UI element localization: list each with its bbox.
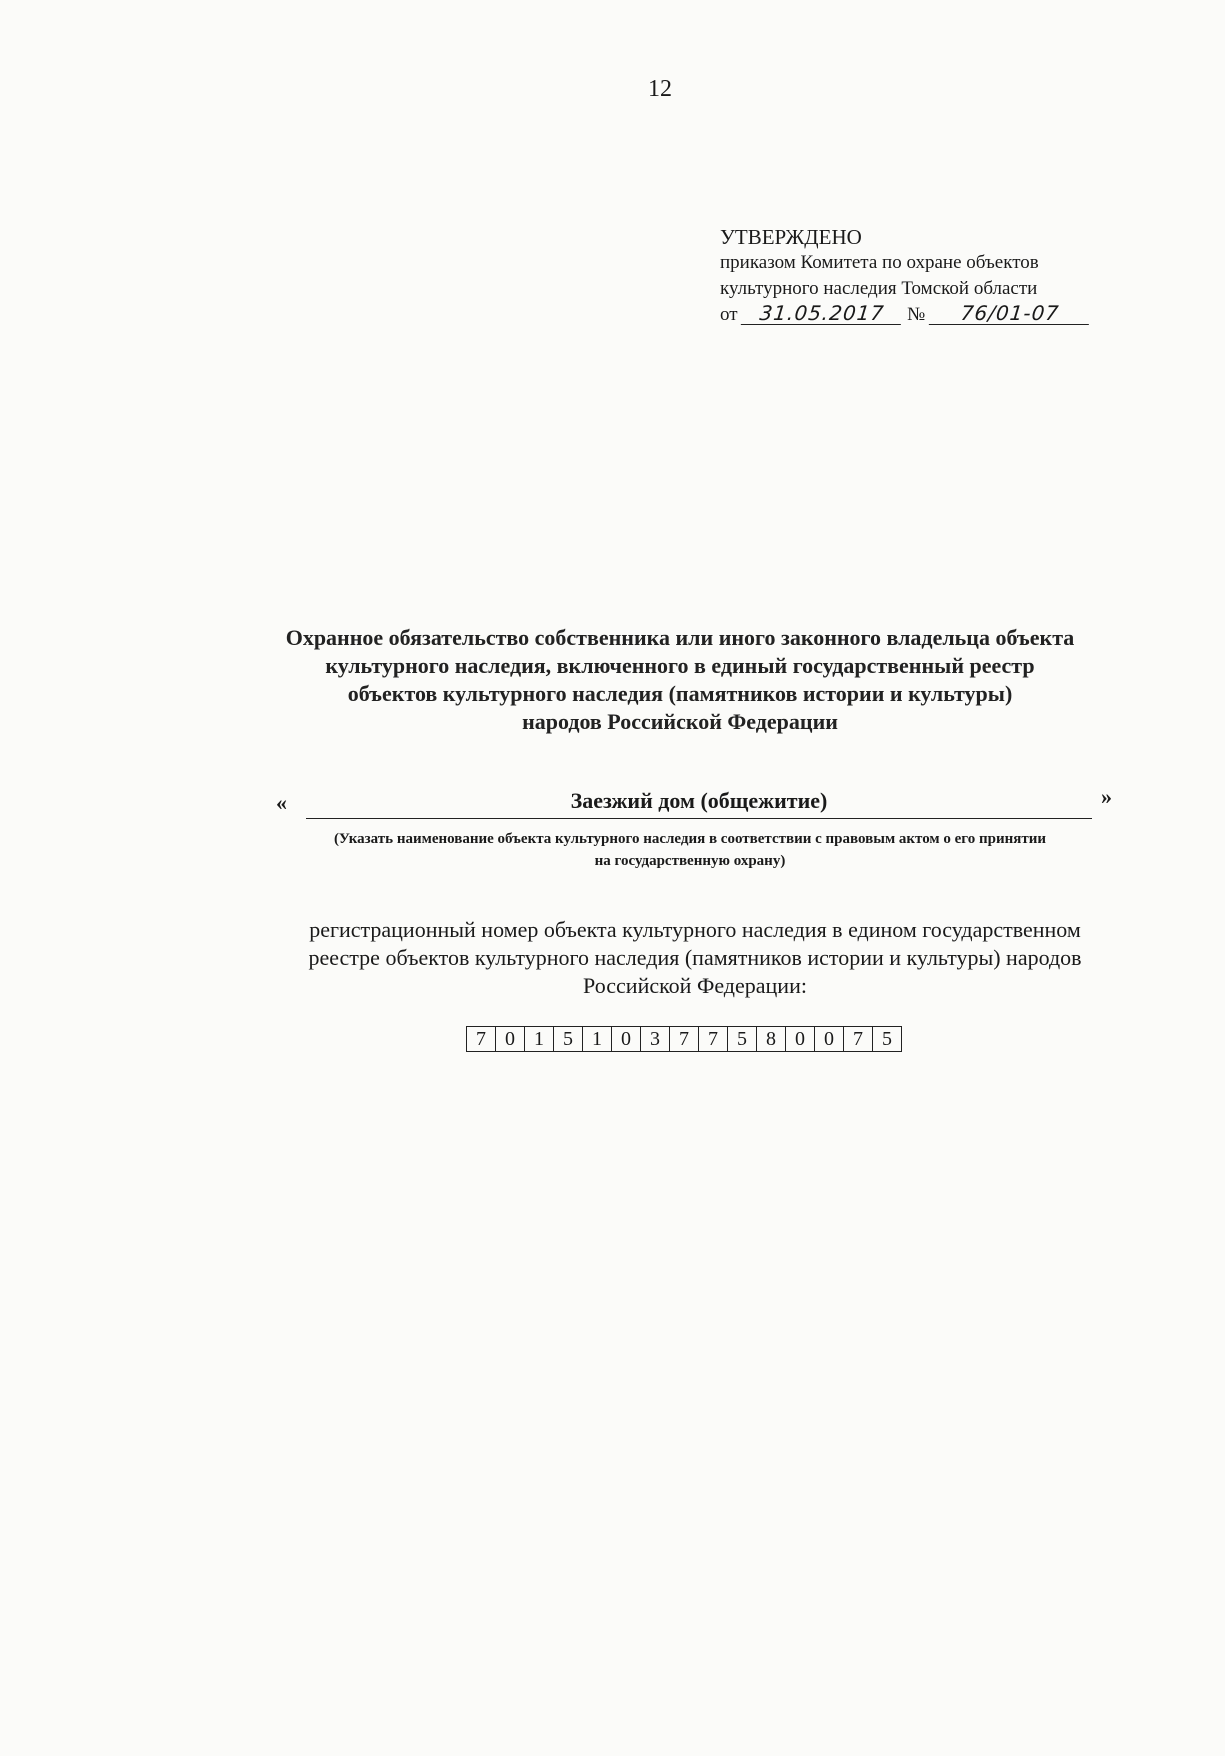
quote-open: «: [276, 790, 287, 815]
digit-box: 7: [670, 1026, 699, 1052]
registration-line-1: регистрационный номер объекта культурного наследия в едином государственном: [309, 917, 1081, 942]
approval-date: 31.05.2017: [741, 302, 903, 325]
registration-number-boxes: [466, 1026, 902, 1052]
approval-heading: УТВЕРЖДЕНО: [720, 225, 862, 249]
approval-line-1: приказом Комитета по охране объектов: [720, 252, 1039, 273]
title-line-1: Охранное обязательство собственника или иного законного владельца объекта: [285, 625, 1075, 650]
quote-close: »: [1101, 784, 1112, 809]
digit-box: 7: [699, 1026, 728, 1052]
digit-box: 8: [757, 1026, 786, 1052]
title-line-4: народов Российской Федерации: [522, 709, 838, 734]
registration-line-2: реестре объектов культурного наследия (памятников истории и культуры) народов: [308, 945, 1082, 970]
digit-box: 0: [786, 1026, 815, 1052]
digit-box: 5: [554, 1026, 583, 1052]
digit-box: 5: [728, 1026, 757, 1052]
approval-block: [720, 224, 1100, 328]
title-line-3: объектов культурного наследия (памятников истории и культуры): [347, 681, 1013, 706]
object-name-hint: [300, 828, 1080, 872]
digit-box: 1: [583, 1026, 612, 1052]
order-number: 76/01-07: [929, 302, 1091, 325]
digit-box: 0: [496, 1026, 525, 1052]
approval-line-2: культурного наследия Томской области: [720, 278, 1038, 299]
approval-order-line: [720, 302, 1100, 328]
digit-box: 3: [641, 1026, 670, 1052]
number-sign: №: [907, 304, 926, 325]
registration-line-3: Российской Федерации:: [583, 973, 807, 998]
digit-box: 0: [612, 1026, 641, 1052]
page-number: 12: [648, 76, 672, 102]
from-label: от: [720, 304, 738, 325]
hint-line-1: (Указать наименование объекта культурного наследия в соответствии с правовым актом о его принятии: [333, 831, 1047, 847]
object-name-field: [276, 786, 1112, 820]
digit-box: 0: [815, 1026, 844, 1052]
digit-box: 5: [873, 1026, 902, 1052]
object-name: Заезжий дом (общежитие): [306, 788, 1092, 819]
digit-box: 7: [844, 1026, 873, 1052]
digit-box: 7: [467, 1026, 496, 1052]
hint-line-2: на государственную охрану): [594, 853, 786, 869]
registration-text: [280, 916, 1110, 1000]
title-line-2: культурного наследия, включенного в единый государственный реестр: [325, 653, 1035, 678]
document-title: [280, 624, 1080, 736]
digit-box: 1: [525, 1026, 554, 1052]
